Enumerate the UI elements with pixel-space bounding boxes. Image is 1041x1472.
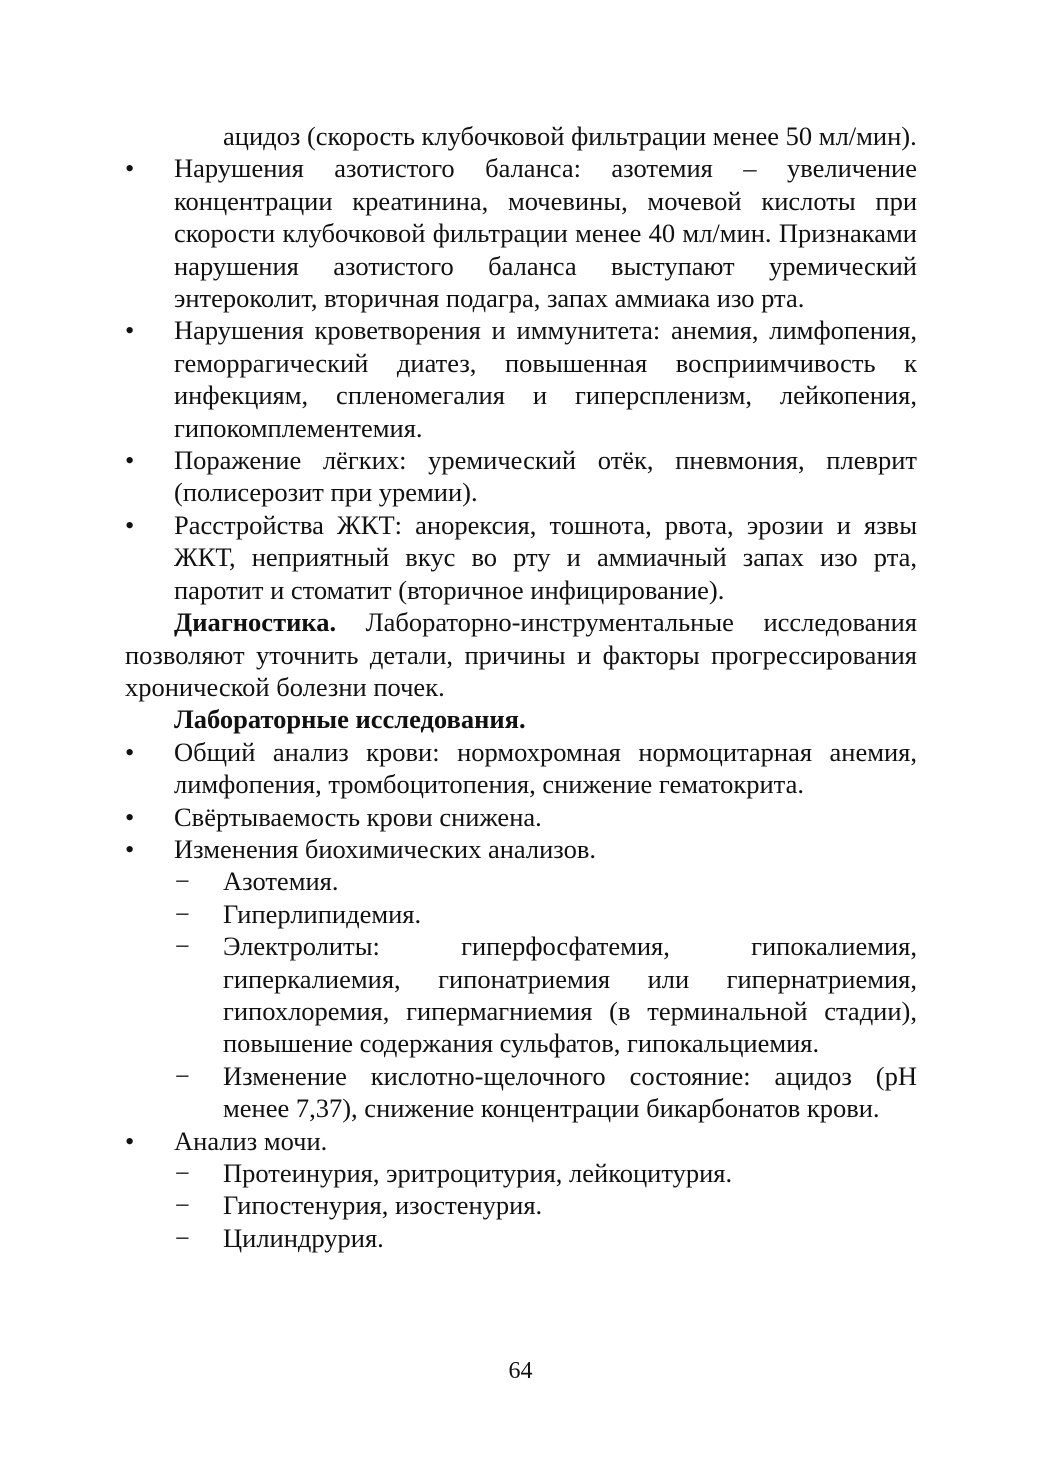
bullet-marker: • [125, 315, 135, 346]
bullet-item [125, 736, 917, 801]
diagnostics-text: Лабораторно-инструментальные исследования позволяют уточнить детали, причины и факторы прогрессирования хронической болезни почек. [125, 607, 917, 702]
dash-marker: − [175, 1060, 190, 1091]
bullet-text: Анализ мочи. [174, 1125, 328, 1156]
bullet-text: Расстройства ЖКТ: анорексия, тошнота, рвота, эрозии и язвы ЖКТ, неприятный вкус во рту и аммиачный запах изо рта, паротит и стоматит (вторичное инфицирование). [174, 509, 917, 605]
dash-item [125, 930, 917, 1060]
bullet-item [125, 509, 917, 606]
bullet-text: Нарушения азотистого баланса: азотемия – увеличение концентрации креатинина, мочевины, мочевой кислоты при скорости клубочковой фильтрации менее 40 мл/мин. Признаками нарушения азотистого баланса выступают уремический энтероколит, вторичная подагра, запах аммиака изо рта. [174, 153, 917, 314]
bullet-marker: • [125, 445, 135, 476]
bullet-item [125, 1125, 917, 1157]
dash-item [125, 1189, 917, 1221]
dash-text: Гипостенурия, изостенурия. [223, 1190, 543, 1221]
dash-marker: − [175, 1190, 190, 1221]
bullet-marker: • [125, 833, 135, 864]
page-number: 64 [508, 1358, 533, 1384]
dash-item [125, 898, 917, 930]
dash-item [125, 1222, 917, 1254]
dash-text: Протеинурия, эритроцитурия, лейкоцитурия. [223, 1158, 733, 1188]
bullet-item [125, 801, 917, 833]
dash-marker: − [175, 898, 190, 929]
bullet-text: Изменения биохимических анализов. [174, 833, 597, 864]
dash-marker: − [175, 1158, 190, 1188]
bullet-marker: • [125, 801, 135, 832]
bullet-text: Нарушения кроветворения и иммунитета: анемия, лимфопения, геморрагический диатез, повышенная восприимчивость к инфекциям, спленомегалия и гиперспленизм, лейкопения, гипокомплементемия. [174, 315, 917, 443]
dash-text: Гиперлипидемия. [223, 898, 422, 929]
bullet-marker: • [125, 736, 135, 767]
bullet-text: Свёртываемость крови снижена. [174, 801, 542, 832]
dash-marker: − [175, 866, 190, 897]
bullet-item [125, 444, 917, 509]
dash-text: Изменение кислотно-щелочного состояние: ацидоз (pH менее 7,37), снижение концентрации бикарбонатов крови. [223, 1060, 917, 1124]
dash-text: Цилиндрурия. [223, 1222, 384, 1253]
dash-item [125, 865, 917, 897]
dash-marker: − [175, 1222, 190, 1253]
continued-text: ацидоз (скорость клубочковой фильтрации менее 50 мл/мин). [223, 121, 917, 151]
bullet-text: Общий анализ крови: нормохромная нормоцитарная анемия, лимфопения, тромбоцитопения, снижение гематокрита. [174, 736, 917, 800]
bullet-item [125, 833, 917, 865]
bullet-marker: • [125, 1125, 135, 1156]
dash-item [125, 1157, 917, 1189]
lab-tests-heading: Лабораторные исследования. [174, 704, 526, 735]
bullet-marker: • [125, 509, 135, 540]
bullet-marker: • [125, 153, 135, 184]
bullet-item [125, 314, 917, 444]
diagnostics-paragraph [125, 606, 917, 703]
dash-marker: − [175, 931, 190, 962]
dash-item [125, 1060, 917, 1125]
bullet-text: Поражение лёгких: уремический отёк, пневмония, плеврит (полисерозит при уремии). [174, 445, 917, 508]
bullet-item [125, 152, 917, 314]
diagnostics-heading: Диагностика. [174, 607, 337, 638]
dash-text: Азотемия. [223, 866, 339, 897]
dash-text: Электролиты: гиперфосфатемия, гипокалиемия, гиперкалиемия, гипонатриемия или гипернатриемия, гипохлоремия, гипермагниемия (в терминальной стадии), повышение содержания сульфатов, гипокальциемия. [223, 931, 917, 1059]
